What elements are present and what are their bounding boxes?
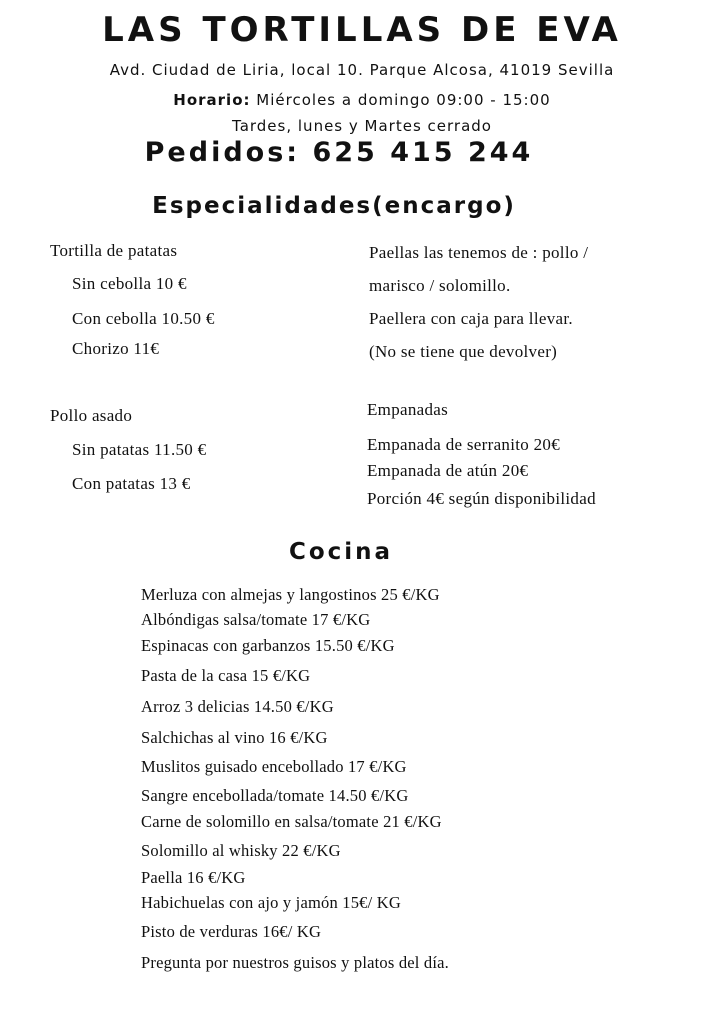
paella-line: marisco / solomillo. xyxy=(369,276,511,295)
paella-line: Paellera con caja para llevar. xyxy=(369,309,573,328)
kitchen-item: Merluza con almejas y langostinos 25 €/KG xyxy=(141,585,440,604)
restaurant-title: LAS TORTILLAS DE EVA xyxy=(102,10,622,50)
kitchen-item: Espinacas con garbanzos 15.50 €/KG xyxy=(141,636,395,655)
kitchen-item: Muslitos guisado encebollado 17 €/KG xyxy=(141,757,407,776)
tortilla-item: Chorizo 11€ xyxy=(72,339,160,358)
kitchen-heading: Cocina xyxy=(288,539,394,565)
kitchen-item: Salchichas al vino 16 €/KG xyxy=(141,728,328,747)
kitchen-item: Sangre encebollada/tomate 14.50 €/KG xyxy=(141,786,409,805)
paella-line: (No se tiene que devolver) xyxy=(369,342,558,361)
paella-line: Paellas las tenemos de : pollo / xyxy=(369,243,589,262)
kitchen-item: Pregunta por nuestros guisos y platos del día. xyxy=(141,953,449,972)
empanada-item: Empanada de atún 20€ xyxy=(367,461,529,480)
address-line: Avd. Ciudad de Liria, local 10. Parque Alcosa, 41019 Sevilla xyxy=(109,61,615,79)
tortilla-item: Sin cebolla 10 € xyxy=(72,274,187,293)
kitchen-item: Carne de solomillo en salsa/tomate 21 €/KG xyxy=(141,812,442,831)
kitchen-item: Paella 16 €/KG xyxy=(141,868,246,887)
orders-phone: Pedidos: 625 415 244 xyxy=(144,137,534,168)
kitchen-item: Arroz 3 delicias 14.50 €/KG xyxy=(141,697,334,716)
empanadas-title: Empanadas xyxy=(367,400,449,419)
pollo-item: Con patatas 13 € xyxy=(72,474,191,493)
hours-label: Horario: xyxy=(173,91,251,109)
kitchen-item: Pasta de la casa 15 €/KG xyxy=(141,666,311,685)
closed-note: Tardes, lunes y Martes cerrado xyxy=(232,117,492,135)
kitchen-item: Habichuelas con ajo y jamón 15€/ KG xyxy=(141,893,401,912)
hours-line xyxy=(0,91,724,109)
empanada-item: Porción 4€ según disponibilidad xyxy=(367,489,596,508)
kitchen-item: Pisto de verduras 16€/ KG xyxy=(141,922,322,941)
kitchen-item: Albóndigas salsa/tomate 17 €/KG xyxy=(141,610,371,629)
specialties-heading: Especialidades(encargo) xyxy=(152,193,516,219)
pollo-title: Pollo asado xyxy=(50,406,133,425)
kitchen-item: Solomillo al whisky 22 €/KG xyxy=(141,841,341,860)
tortilla-item: Con cebolla 10.50 € xyxy=(72,309,215,328)
pollo-item: Sin patatas 11.50 € xyxy=(72,440,207,459)
hours-value: Miércoles a domingo 09:00 - 15:00 xyxy=(256,91,551,109)
empanada-item: Empanada de serranito 20€ xyxy=(367,435,561,454)
tortilla-title: Tortilla de patatas xyxy=(50,241,178,260)
